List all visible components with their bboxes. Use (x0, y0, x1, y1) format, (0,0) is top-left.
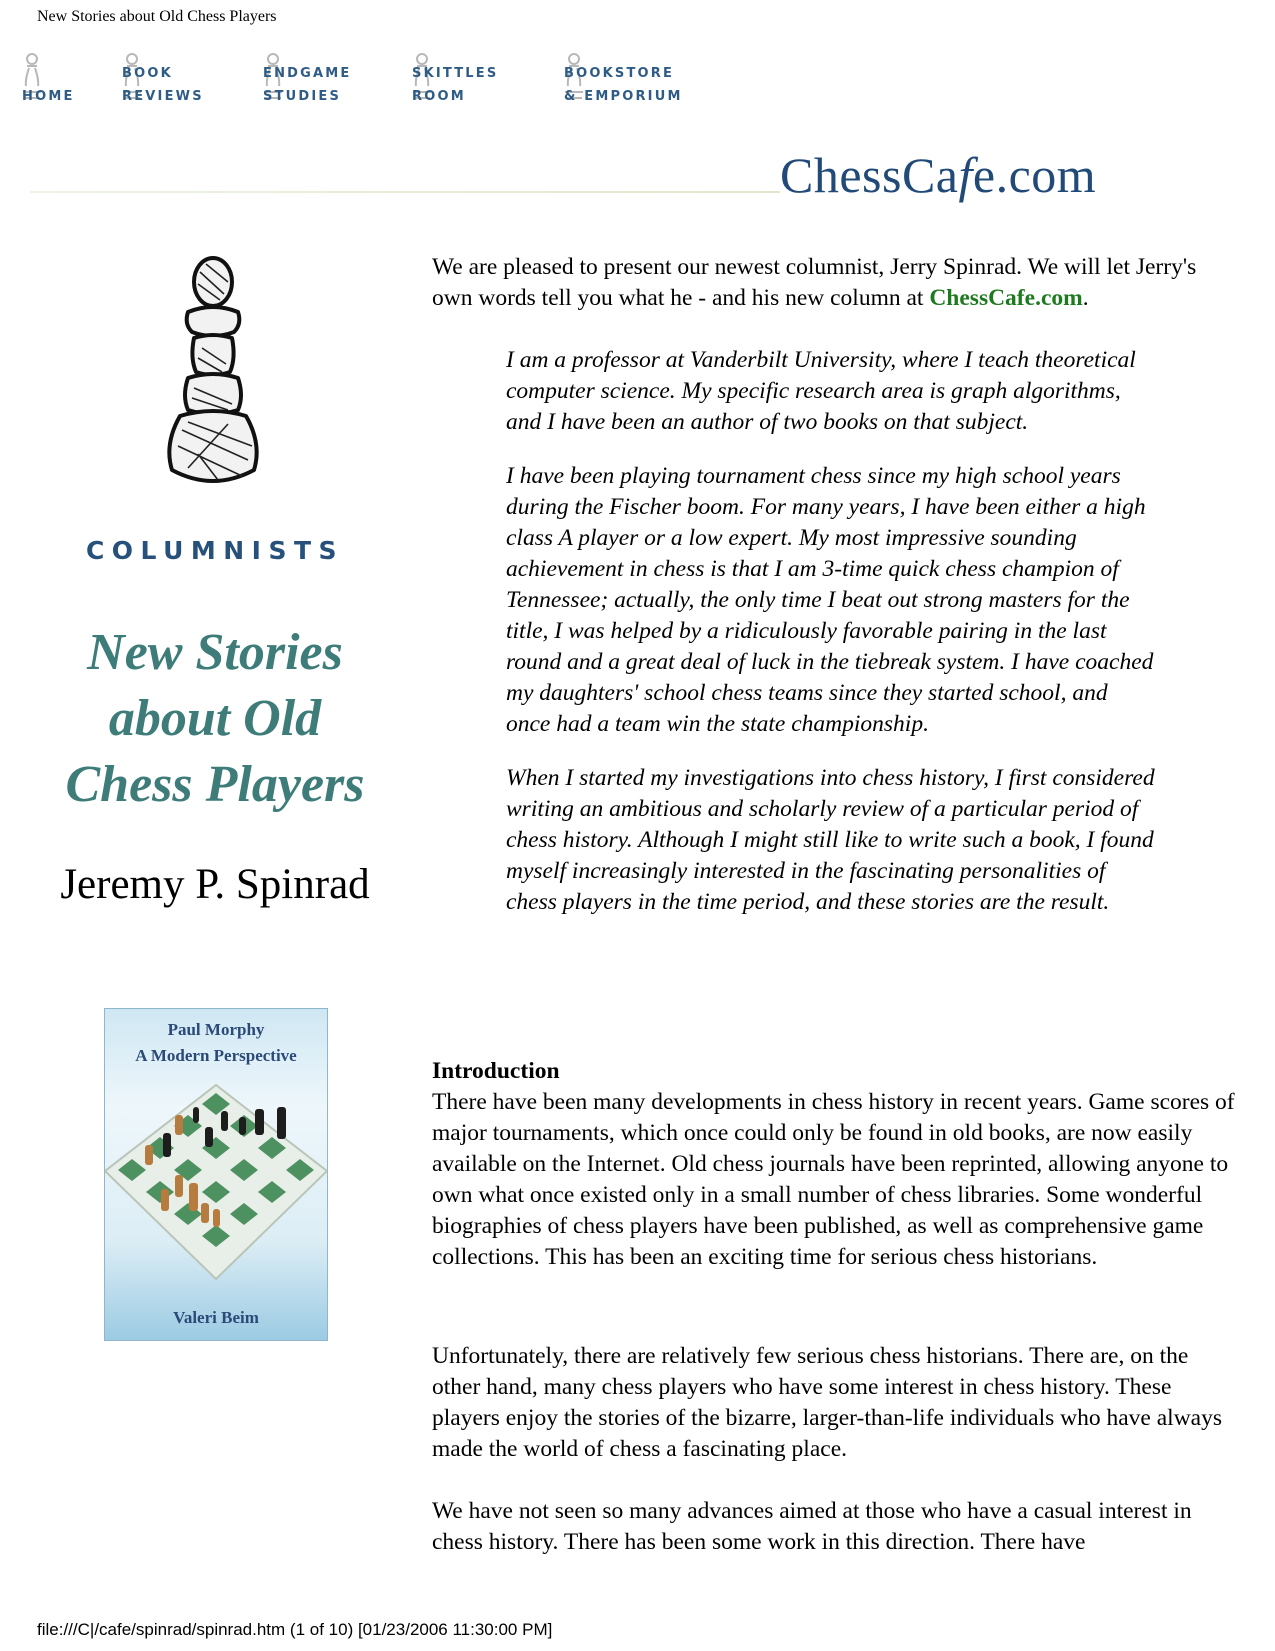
print-header-title: New Stories about Old Chess Players (37, 8, 277, 25)
nav-bookstore-line2: & EMPORIUM (564, 89, 683, 104)
article-body (432, 252, 1242, 918)
column-title-line: Chess Players (65, 756, 365, 813)
print-footer-url: file:///C|/cafe/spinrad/spinrad.htm (1 of 10) [01/23/2006 11:30:00 PM] (37, 1620, 553, 1639)
intro-paragraph (432, 252, 1242, 314)
nav-skittles-room-line1: SKITTLES (412, 66, 499, 81)
nav-home-line2: HOME (22, 89, 75, 104)
intro-end: . (1082, 285, 1089, 311)
book-title-line2: A Modern Perspective (135, 1046, 297, 1065)
columnist-quote (506, 345, 1156, 918)
body-paragraph: We have not seen so many advances aimed at those who have a casual interest in chess history. There has been some work in this direction. There have (432, 1498, 1192, 1555)
pawn-illustration (158, 254, 268, 496)
nav-book-reviews-line2: REVIEWS (122, 89, 204, 104)
logo-part3: e.com (972, 147, 1097, 203)
nav-endgame-studies-line2: STUDIES (263, 89, 342, 104)
chesscafe-logo[interactable] (780, 146, 1096, 204)
nav-skittles-room-line2: ROOM (412, 89, 466, 104)
top-nav (18, 50, 738, 106)
nav-book-reviews-link[interactable] (118, 50, 238, 106)
quote-paragraph: When I started my investigations into chess history, I first considered writing an ambitious and scholarly review of a particular period of chess history. Although I might still like to write such a book, I found myself increasingly interested in the fascinating personalities of chess players in the time period, and these stories are the result. (506, 765, 1155, 915)
book-author: Valeri Beim (173, 1308, 259, 1327)
column-title-line: about Old (108, 690, 322, 747)
logo-part1: ChessCa (780, 147, 959, 203)
nav-book-reviews-line1: BOOK (122, 66, 173, 81)
chesscafe-link[interactable]: ChessCafe.com (929, 285, 1083, 311)
column-title (30, 620, 400, 818)
nav-bookstore-line1: BOOKSTORE (564, 66, 675, 81)
logo-part2: f (958, 147, 973, 203)
nav-home-link[interactable] (18, 50, 98, 106)
section-label-columnists: COLUMNISTS (85, 536, 345, 565)
body-paragraph: There have been many developments in chess history in recent years. Game scores of major tournaments, which once could only be found in old books, are now easily available on the Internet. Old chess journals have been reprinted, allowing anyone to own what once existed only in a small number of chess libraries. Some wonderful biographies of chess players have been published, as well as comprehensive game collections. This has been an exciting time for serious chess historians. (432, 1089, 1235, 1270)
intro-text: We are pleased to present our newest columnist, Jerry Spinrad. We will let Jerry's own words tell you what he - and his new column at (432, 254, 1197, 311)
nav-endgame-studies-line1: ENDGAME (263, 66, 352, 81)
body-paragraph: Unfortunately, there are relatively few serious chess historians. There are, on the other hand, many chess players who have some interest in chess history. These players enjoy the stories of the bizarre, larger-than-life individuals who have always made the world of chess a fascinating place. (432, 1343, 1222, 1462)
columnist-name: Jeremy P. Spinrad (60, 861, 370, 908)
nav-bookstore-emporium-link[interactable] (560, 50, 720, 106)
book-cover-ad[interactable] (104, 1008, 328, 1341)
column-title-line: New Stories (87, 624, 343, 681)
header-divider (30, 191, 780, 193)
quote-paragraph: I have been playing tournament chess since my high school years during the Fischer boom. For many years, I have been either a high class A player or a low expert. My most impressive sounding achievement in chess is that I am 3-time quick chess champion of Tennessee; actually, the only time I beat out strong masters for the title, I was helped by a ridiculously favorable pairing in the last round and a great deal of luck in the tiebreak system. I have coached my daughters' school chess teams since they started school, and once had a team win the state championship. (506, 463, 1154, 737)
nav-skittles-room-link[interactable] (408, 50, 538, 106)
chessboard-image (105, 1079, 327, 1299)
quote-paragraph: I am a professor at Vanderbilt University, where I teach theoretical computer science. My specific research area is graph algorithms, and I have been an author of two books on that subject. (506, 347, 1136, 435)
section-heading-introduction: Introduction (432, 1058, 560, 1084)
nav-endgame-studies-link[interactable] (259, 50, 389, 106)
book-title-line1: Paul Morphy (167, 1020, 265, 1039)
